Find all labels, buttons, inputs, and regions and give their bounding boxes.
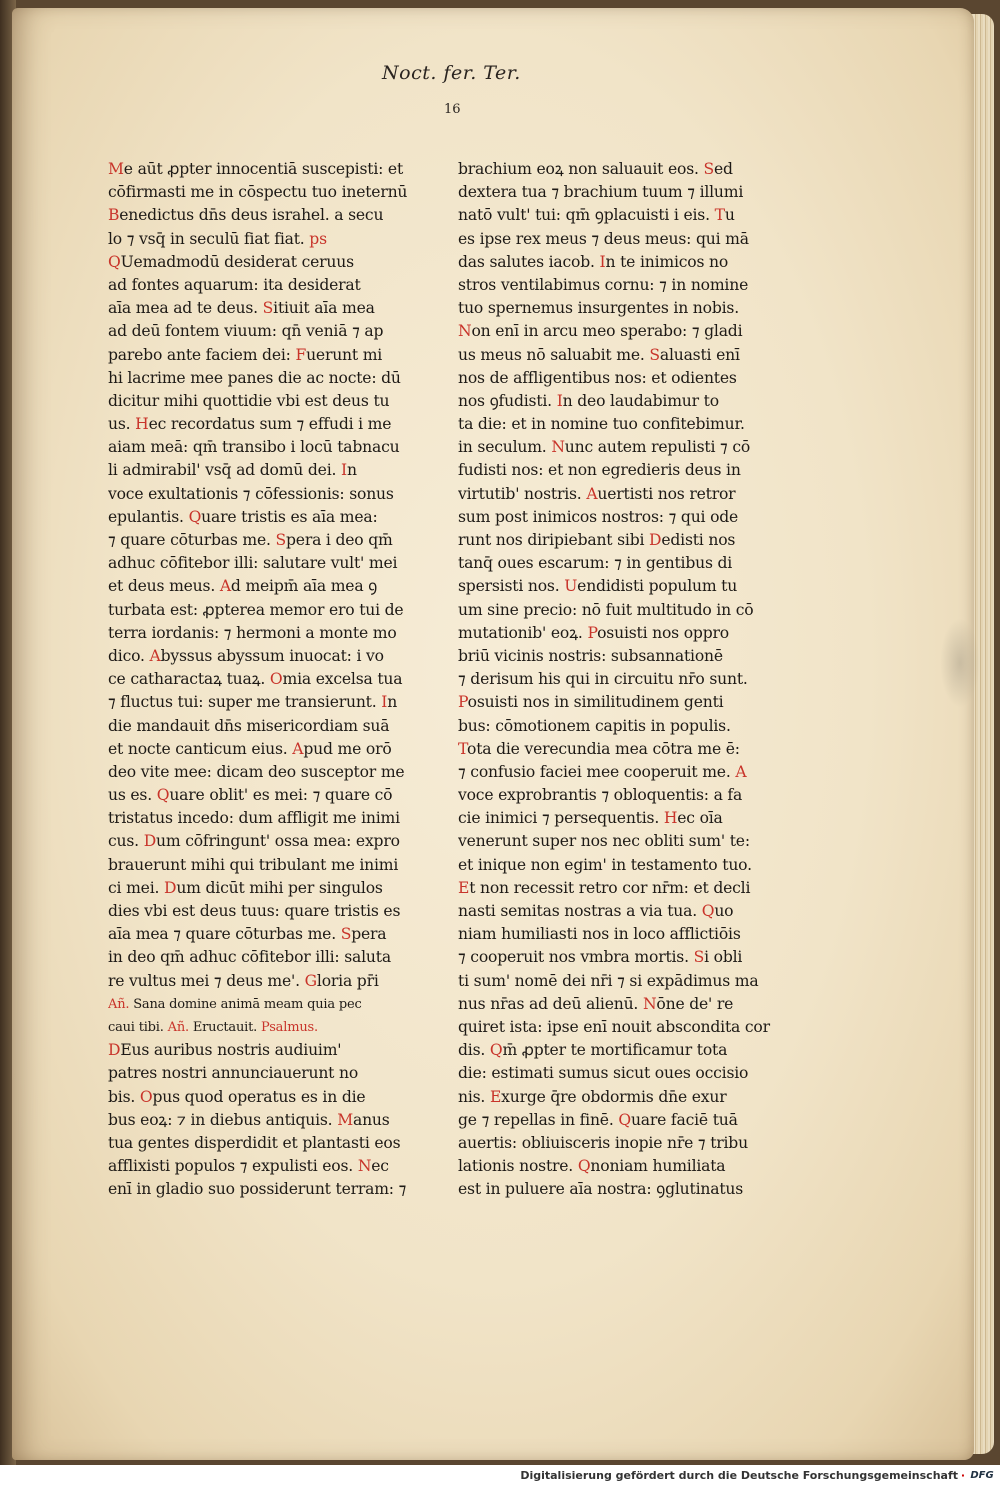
text-line	[108, 645, 438, 668]
rubric-initial: M	[108, 160, 124, 178]
rubric-initial: Psalmus.	[261, 1019, 318, 1035]
text-segment: quiret ista: ipse enī nouit abscondita cor	[458, 1017, 770, 1036]
rubric-initial: A	[219, 577, 231, 596]
text-line	[108, 715, 438, 738]
text-line	[108, 738, 438, 761]
text-segment: bus: cōmotionem capitis in populis.	[458, 716, 731, 735]
text-segment: virtutib' nostris.	[458, 484, 587, 503]
text-segment: bus eoꝝ: ⁊ in diebus antiquis.	[108, 1110, 338, 1129]
text-line	[108, 320, 438, 343]
rubric-initial: I	[341, 461, 347, 480]
rubric-initial: P	[458, 693, 468, 712]
rubric-initial: H	[135, 415, 149, 434]
text-segment: ti sum' nomē dei nr̄i ⁊ si expādimus ma	[458, 971, 759, 990]
text-segment: osuisti nos oppro	[597, 623, 729, 642]
text-segment: lationis nostre.	[458, 1157, 578, 1176]
text-line	[458, 1016, 788, 1039]
text-line	[458, 204, 788, 227]
text-segment: voce exultationis ⁊ cōfessionis: sonus	[108, 484, 394, 503]
text-segment: um cōfringunt' ossa mea: expro	[156, 832, 400, 851]
text-segment: nasti semitas nostras a via tua.	[458, 902, 702, 920]
text-line	[108, 181, 438, 204]
text-line	[458, 181, 788, 204]
text-line	[108, 575, 438, 598]
text-segment: patres nostri annunciauerunt no	[108, 1064, 359, 1083]
rubric-initial: N	[458, 322, 472, 341]
text-line	[108, 344, 438, 367]
text-line	[108, 506, 438, 529]
text-segment: tua gentes disperdidit et plantasti eos	[108, 1133, 401, 1152]
text-segment: pud me orō	[303, 739, 392, 758]
text-segment: i obli	[704, 948, 743, 967]
rubric-initial: T	[714, 206, 725, 225]
text-segment: das salutes iacob.	[458, 252, 600, 271]
text-line	[458, 854, 788, 877]
text-segment: loria pr̄i	[316, 971, 379, 990]
dfg-logo: DFG	[970, 1470, 994, 1481]
rubric-initial: P	[587, 623, 598, 642]
text-segment: Uemadmodū desiderat ceruus	[120, 252, 354, 271]
text-line	[458, 784, 788, 807]
rubric-initial: G	[304, 971, 317, 990]
text-segment: es ipse rex meus ⁊ deus meus: qui mā	[458, 229, 749, 248]
text-segment: stros ventilabimus cornu: ⁊ in nomine	[458, 275, 749, 294]
text-segment: auertis: obliuisceris inopie nr̄e ⁊ tribu	[458, 1133, 748, 1152]
text-segment: us meus nō saluabit me.	[458, 345, 650, 364]
text-line	[108, 877, 438, 900]
text-segment: ⁊ derisum his qui in circuitu nr̄o sunt.	[458, 670, 748, 689]
text-segment: pus quod operatus es in die	[152, 1087, 366, 1106]
text-segment: unc autem repulisti ⁊ cō	[564, 438, 751, 457]
text-line	[458, 993, 788, 1016]
text-segment: ta die: et in nomine tuo confitebimur.	[458, 415, 745, 434]
text-segment: n	[387, 693, 398, 712]
text-line	[458, 761, 788, 784]
text-segment: epulantis.	[108, 507, 189, 526]
rubric-initial: O	[269, 670, 283, 689]
text-line	[458, 274, 788, 297]
text-line	[458, 645, 788, 668]
rubric-initial: B	[108, 206, 120, 225]
handwritten-header-note: Noct. fer. Ter.	[382, 62, 521, 84]
text-segment: ce catharactaꝝ tuaꝝ.	[108, 670, 270, 689]
rubric-initial: Q	[188, 507, 202, 526]
rubric-initial: I	[556, 391, 563, 410]
text-segment: anus	[352, 1110, 390, 1129]
rubric-initial: A	[586, 484, 598, 503]
rubric-initial: Añ.	[108, 996, 130, 1012]
text-segment: re vultus mei ⁊ deus me'.	[108, 971, 305, 990]
text-line	[108, 761, 438, 784]
text-line	[108, 228, 438, 251]
text-segment: u	[724, 206, 735, 225]
text-line	[458, 1086, 788, 1109]
text-line	[108, 483, 438, 506]
rubric-initial: E	[458, 878, 470, 897]
text-segment: terra iordanis: ⁊ hermoni a monte mo	[108, 623, 397, 642]
rubric-initial: D	[164, 878, 177, 897]
text-segment: noniam humiliata	[590, 1157, 726, 1176]
text-line	[458, 390, 788, 413]
text-line	[458, 738, 788, 761]
text-segment: Sana domine animā meam quia pec	[129, 996, 362, 1012]
rubric-initial: H	[663, 809, 678, 828]
text-segment: runt nos diripiebant sibi	[458, 531, 650, 549]
text-segment: dicitur mihi quottidie vbi est deus tu	[108, 391, 390, 410]
text-line	[458, 436, 788, 459]
text-line	[458, 459, 788, 482]
text-segment: in seculum.	[458, 438, 552, 457]
rubric-initial: A	[292, 739, 304, 758]
text-segment: ⁊ quare cōturbas me.	[108, 531, 276, 549]
text-line	[458, 344, 788, 367]
text-segment: die: estimati sumus sicut oues occisio	[458, 1064, 749, 1083]
text-segment: cōfirmasti me in cōspectu tuo ineternū	[108, 183, 408, 202]
text-segment: n	[346, 461, 357, 480]
text-segment: ⁊ confusio faciei mee cooperuit me.	[458, 762, 736, 781]
text-segment: uertisti nos retror	[597, 484, 736, 503]
text-line	[108, 413, 438, 436]
text-segment: spersisti nos.	[458, 577, 565, 596]
text-line	[108, 529, 438, 552]
text-line	[458, 877, 788, 900]
text-segment: et inique non egim' in testamento tuo.	[458, 855, 752, 874]
rubric-initial: D	[143, 832, 157, 851]
text-line	[458, 228, 788, 251]
text-segment: bis.	[108, 1087, 140, 1106]
text-line	[458, 970, 788, 993]
rubric-initial: Q	[577, 1157, 591, 1176]
text-line	[108, 204, 438, 227]
rubric-initial: Q	[156, 786, 170, 805]
text-segment: ⁊ fluctus tui: super me transierunt.	[108, 693, 382, 712]
text-segment: turbata est: ꝓpterea memor ero tui de	[108, 600, 404, 619]
rubric-initial: E	[489, 1087, 502, 1106]
text-line	[108, 552, 438, 575]
text-segment: adhuc cōfitebor illi: salutare vult' mei	[108, 554, 398, 573]
folio-number: 16	[444, 102, 461, 117]
text-line	[458, 251, 788, 274]
rubric-initial: Q	[701, 902, 715, 920]
rubric-initial: O	[139, 1087, 153, 1106]
footer-bar	[0, 1465, 1000, 1488]
text-line	[458, 552, 788, 575]
rubric-initial: ps	[309, 229, 327, 248]
text-segment: aīa mea ⁊ quare cōturbas me.	[108, 925, 341, 944]
text-line	[108, 1086, 438, 1109]
rubric-initial: S	[262, 299, 274, 318]
text-segment: ec	[371, 1157, 389, 1176]
rubric-initial: I	[381, 693, 388, 712]
text-line	[108, 436, 438, 459]
text-segment: cus.	[108, 832, 144, 851]
text-segment: ge ⁊ repellas in finē.	[458, 1110, 619, 1129]
text-line	[458, 529, 788, 552]
text-segment: enī in gladio suo possiderunt terram: ⁊	[108, 1180, 407, 1199]
text-line	[108, 970, 438, 993]
rubric-initial: I	[599, 252, 606, 271]
rubric-initial: Q	[108, 252, 121, 271]
text-line	[458, 575, 788, 598]
text-line	[108, 993, 438, 1016]
text-segment: brauerunt mihi qui tribulant me inimi	[108, 855, 399, 874]
text-segment: d meipm̄ aīa mea ꝯ	[230, 577, 378, 596]
text-segment: in deo qm̄ adhuc cōfitebor illi: saluta	[108, 948, 391, 967]
text-line	[458, 158, 788, 181]
text-line	[458, 691, 788, 714]
text-segment: cie inimici ⁊ persequentis.	[458, 809, 664, 828]
text-segment: aluasti enī	[659, 345, 740, 364]
text-line	[458, 622, 788, 645]
text-segment: nos de affligentibus nos: et odientes	[458, 368, 737, 387]
text-segment: uare faciē tuā	[630, 1110, 738, 1129]
text-segment: venerunt super nos nec obliti sum' te:	[458, 832, 750, 851]
text-line	[458, 367, 788, 390]
text-segment: uare oblit' es mei: ⁊ quare cō	[169, 786, 393, 805]
text-line	[458, 830, 788, 853]
text-line	[108, 459, 438, 482]
text-segment: enedictus dn̄s deus israhel. a secu	[119, 206, 384, 225]
text-segment: ad deū fontem viuum: qn̄ veniā ⁊ ap	[108, 322, 384, 341]
text-line	[458, 946, 788, 969]
text-segment: briū vicinis nostris: subsannationē	[458, 646, 723, 665]
text-line	[458, 1132, 788, 1155]
text-segment: dis.	[458, 1041, 490, 1060]
rubric-initial: S	[340, 925, 352, 944]
text-segment: byssus abyssum inuocat: i vo	[160, 646, 384, 665]
text-segment: fudisti nos: et non egredieris deus in	[458, 461, 741, 480]
text-line	[458, 900, 788, 923]
rubric-initial: Q	[618, 1110, 631, 1129]
text-segment: pera	[351, 925, 387, 944]
rubric-initial: A	[735, 762, 747, 781]
text-line	[458, 297, 788, 320]
text-line	[108, 923, 438, 946]
text-segment: ed	[714, 160, 733, 178]
rubric-initial: T	[458, 739, 467, 758]
text-segment: osuisti nos in similitudinem genti	[467, 693, 724, 712]
text-line	[108, 1132, 438, 1155]
footer-separator: ·	[960, 1469, 965, 1482]
text-segment: mia excelsa tua	[282, 670, 403, 689]
rubric-initial: S	[275, 531, 287, 549]
text-segment: caui tibi.	[108, 1019, 168, 1035]
text-segment: est in puluere aīa nostra: ꝯglutinatus	[458, 1180, 744, 1199]
text-segment: pera i deo qm̄	[286, 531, 393, 549]
text-line	[108, 900, 438, 923]
rubric-initial: N	[551, 438, 565, 457]
text-segment: m̄ ꝓpter te mortificamur tota	[502, 1041, 728, 1060]
text-segment: natō vult' tui: qm̄ ꝯplacuisti i eis.	[458, 206, 715, 225]
text-line	[108, 668, 438, 691]
text-segment: aiam meā: qm̄ transibo i locū tabnacu	[108, 438, 400, 457]
text-segment: uo	[714, 902, 734, 920]
text-line	[108, 297, 438, 320]
text-segment: tuo spernemus insurgentes in nobis.	[458, 299, 739, 318]
text-segment: ec oīa	[677, 809, 723, 828]
text-segment: n te inimicos no	[605, 252, 729, 271]
text-segment: et nocte canticum eius.	[108, 739, 293, 758]
text-segment: um sine precio: nō fuit multitudo in cō	[458, 600, 754, 619]
text-line	[108, 251, 438, 274]
text-segment: uare tristis es aīa mea:	[201, 507, 378, 526]
text-line	[108, 158, 438, 181]
rubric-initial: D	[108, 1041, 121, 1060]
text-line	[458, 1109, 788, 1132]
text-line	[458, 715, 788, 738]
rubric-initial: F	[295, 345, 307, 364]
text-line	[108, 1178, 438, 1201]
text-segment: tanq̄ oues escarum: ⁊ in gentibus di	[458, 554, 733, 573]
text-segment: edisti nos	[661, 531, 736, 549]
text-segment: parebo ante faciem dei:	[108, 345, 296, 364]
text-segment: nos ꝯfudisti.	[458, 391, 557, 410]
text-segment: itiuit aīa mea	[273, 299, 375, 318]
text-segment: t non recessit retro cor nr̄m: et decli	[469, 878, 751, 897]
text-line	[108, 854, 438, 877]
left-text-column	[108, 158, 438, 1201]
text-line	[458, 1178, 788, 1201]
text-segment: us.	[108, 415, 136, 434]
text-line	[108, 1039, 438, 1062]
text-segment: on enī in arcu meo sperabo: ⁊ gladi	[471, 322, 743, 341]
text-segment: ⁊ cooperuit nos vmbra mortis.	[458, 948, 694, 967]
text-segment: n deo laudabimur to	[562, 391, 719, 410]
text-line	[108, 599, 438, 622]
text-segment: nis.	[458, 1087, 490, 1106]
text-segment: tristatus incedo: dum affligit me inimi	[108, 809, 400, 828]
text-line	[458, 483, 788, 506]
text-segment: Eructauit.	[188, 1019, 262, 1035]
paper-stain	[940, 618, 980, 708]
rubric-initial: N	[357, 1157, 372, 1176]
text-segment: niam humiliasti nos in loco afflictiōis	[458, 925, 741, 944]
text-line	[458, 320, 788, 343]
text-segment: us es.	[108, 786, 157, 805]
rubric-initial: D	[649, 531, 662, 549]
text-line	[108, 367, 438, 390]
text-segment: e aūt ꝓpter innocentiā suscepisti: et	[123, 160, 404, 178]
text-segment: et deus meus.	[108, 577, 220, 596]
rubric-initial: U	[564, 577, 578, 596]
text-segment: um dicūt mihi per singulos	[176, 878, 383, 897]
text-segment: ad fontes aquarum: ita desiderat	[108, 275, 361, 294]
text-segment: mutationib' eoꝝ.	[458, 623, 588, 642]
text-line	[108, 274, 438, 297]
rubric-initial: A	[149, 646, 161, 665]
rubric-initial: Q	[489, 1041, 503, 1060]
text-line	[108, 1062, 438, 1085]
text-segment: li admirabil' vsq̄ ad domū dei.	[108, 461, 341, 480]
text-segment: lo ⁊ vsq̄ in seculū fiat fiat.	[108, 229, 310, 248]
text-line	[108, 807, 438, 830]
text-line	[108, 691, 438, 714]
text-line	[458, 506, 788, 529]
footer-credit-text: Digitalisierung gefördert durch die Deutsche Forschungsgemeinschaft	[520, 1469, 958, 1482]
rubric-initial: S	[693, 948, 705, 967]
right-text-column	[458, 158, 788, 1201]
text-line	[458, 807, 788, 830]
text-line	[458, 413, 788, 436]
text-line	[108, 784, 438, 807]
text-line	[108, 830, 438, 853]
text-line	[108, 1155, 438, 1178]
text-segment: ci mei.	[108, 878, 164, 897]
text-segment: uerunt mi	[306, 345, 383, 364]
rubric-initial: Añ.	[167, 1019, 189, 1035]
text-line	[108, 622, 438, 645]
text-segment: dico.	[108, 646, 150, 665]
text-line	[458, 599, 788, 622]
text-line	[458, 923, 788, 946]
text-line	[108, 946, 438, 969]
text-segment: voce exprobrantis ⁊ obloquentis: a fa	[458, 786, 743, 805]
text-segment: endidisti populum tu	[577, 577, 738, 596]
text-segment: ec recordatus sum ⁊ effudi i me	[148, 415, 392, 434]
text-segment: xurge q̄re obdormis dn̄e exur	[501, 1087, 727, 1106]
text-segment: afflixisti populos ⁊ expulisti eos.	[108, 1157, 358, 1176]
text-segment: sum post inimicos nostros: ⁊ qui ode	[458, 507, 739, 526]
text-segment: ōne de' re	[656, 994, 734, 1013]
text-segment: brachium eoꝝ non saluauit eos.	[458, 160, 704, 178]
text-segment: aīa mea ad te deus.	[108, 299, 263, 318]
rubric-initial: S	[649, 345, 660, 364]
text-line	[108, 390, 438, 413]
rubric-initial: S	[703, 160, 714, 178]
text-segment: dies vbi est deus tuus: quare tristis es	[108, 902, 401, 920]
text-segment: Eus auribus nostris audiuim'	[120, 1041, 342, 1060]
text-segment: deo vite mee: dicam deo susceptor me	[108, 762, 405, 781]
text-segment: nus nr̄as ad deū alienū.	[458, 994, 643, 1013]
text-segment: ota die verecundia mea cōtra me ē:	[467, 739, 740, 758]
text-segment: hi lacrime mee panes die ac nocte: dū	[108, 368, 401, 387]
text-line	[458, 1155, 788, 1178]
text-line	[458, 1039, 788, 1062]
rubric-initial: M	[337, 1110, 353, 1129]
text-segment: die mandauit dn̄s misericordiam suā	[108, 716, 390, 735]
rubric-initial: N	[642, 994, 657, 1013]
text-line	[108, 1109, 438, 1132]
text-line	[458, 1062, 788, 1085]
text-segment: dextera tua ⁊ brachium tuum ⁊ illumi	[458, 183, 744, 202]
text-line	[108, 1016, 438, 1039]
text-line	[458, 668, 788, 691]
